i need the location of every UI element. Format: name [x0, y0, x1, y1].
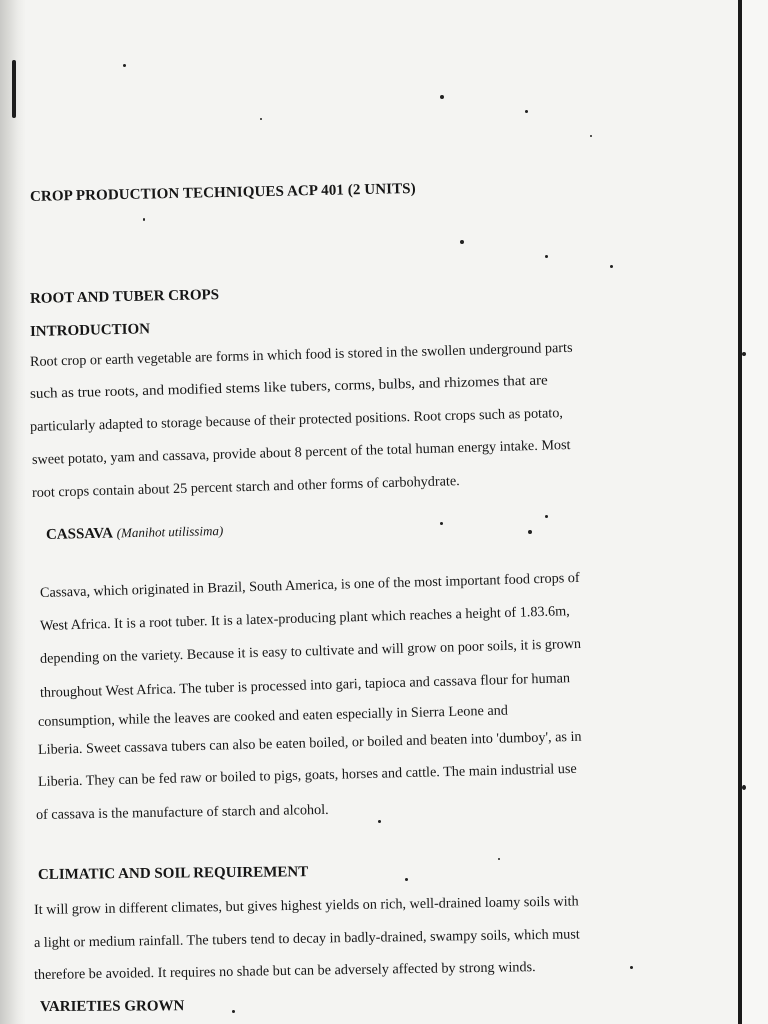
- climate-line: therefore be avoided. It requires no shade but can be adversely affected by strong winds.: [33, 959, 536, 983]
- scan-speck: [545, 255, 548, 258]
- scan-speck: [260, 118, 262, 120]
- varieties-heading: VARIETIES GROWN: [39, 998, 185, 1015]
- scan-speck: [405, 878, 408, 881]
- scan-speck: [590, 135, 592, 137]
- scan-speck: [440, 522, 443, 525]
- cassava-line: throughout West Africa. The tuber is processed into gari, tapioca and cassava flour for human: [39, 670, 571, 701]
- scan-speck: [232, 1010, 235, 1013]
- intro-line: sweet potato, yam and cassava, provide about 8 percent of the total human energy intake. Most: [31, 436, 571, 468]
- climate-line: It will grow in different climates, but gives highest yields on rich, well-drained loamy soils with: [33, 893, 579, 918]
- binding-mark: [12, 60, 16, 118]
- scan-speck: [610, 265, 613, 268]
- cassava-heading-name: CASSAVA: [45, 525, 114, 543]
- scan-speck: [742, 352, 746, 356]
- cassava-line: consumption, while the leaves are cooked and eaten especially in Sierra Leone and: [37, 702, 509, 730]
- climate-line: a light or medium rainfall. The tubers tend to decay in badly-drained, swampy soils, which must: [33, 926, 580, 951]
- page-left-shadow: [0, 0, 26, 1024]
- scan-speck: [440, 95, 444, 99]
- intro-line: root crops contain about 25 percent starch and other forms of carbohydrate.: [31, 473, 460, 501]
- intro-line: particularly adapted to storage because of their protected positions. Root crops such as potato,: [29, 405, 564, 435]
- cassava-line: Liberia. Sweet cassava tubers can also be eaten boiled, or boiled and beaten into 'dumboy', as in: [37, 728, 582, 758]
- cassava-line: Liberia. They can be fed raw or boiled to pigs, goats, horses and cattle. The main industrial use: [37, 760, 577, 790]
- cassava-line: depending on the variety. Because it is easy to cultivate and will grow on poor soils, it is grown: [39, 635, 582, 667]
- cassava-heading: [46, 522, 224, 544]
- scan-speck: [460, 240, 464, 244]
- cassava-line: of cassava is the manufacture of starch and alcohol.: [35, 801, 329, 823]
- intro-line: Root crop or earth vegetable are forms in which food is stored in the swollen underground parts: [29, 339, 573, 370]
- scan-speck: [378, 820, 381, 823]
- cassava-line: West Africa. It is a root tuber. It is a latex-producing plant which reaches a height of 1.83.6m,: [39, 603, 570, 634]
- cassava-scientific-name: (Manihot utilissima): [116, 522, 224, 541]
- scan-speck: [742, 785, 746, 790]
- intro-line: such as true roots, and modified stems like tubers, corms, bulbs, and rhizomes that are: [29, 372, 548, 402]
- intro-heading: INTRODUCTION: [29, 321, 151, 340]
- scan-speck: [528, 530, 532, 534]
- scan-speck: [525, 110, 528, 113]
- scan-speck: [630, 966, 633, 969]
- scan-speck: [143, 218, 145, 221]
- scan-speck: [123, 64, 126, 67]
- page-right-margin: [742, 0, 768, 1024]
- scan-speck: [498, 858, 500, 860]
- scan-speck: [545, 515, 548, 518]
- document-title: CROP PRODUCTION TECHNIQUES ACP 401 (2 UNITS): [29, 180, 416, 205]
- climate-heading: CLIMATIC AND SOIL REQUIREMENT: [37, 864, 309, 883]
- section-heading-root-tuber: ROOT AND TUBER CROPS: [29, 287, 220, 307]
- cassava-line: Cassava, which originated in Brazil, South America, is one of the most important food crops of: [39, 569, 580, 601]
